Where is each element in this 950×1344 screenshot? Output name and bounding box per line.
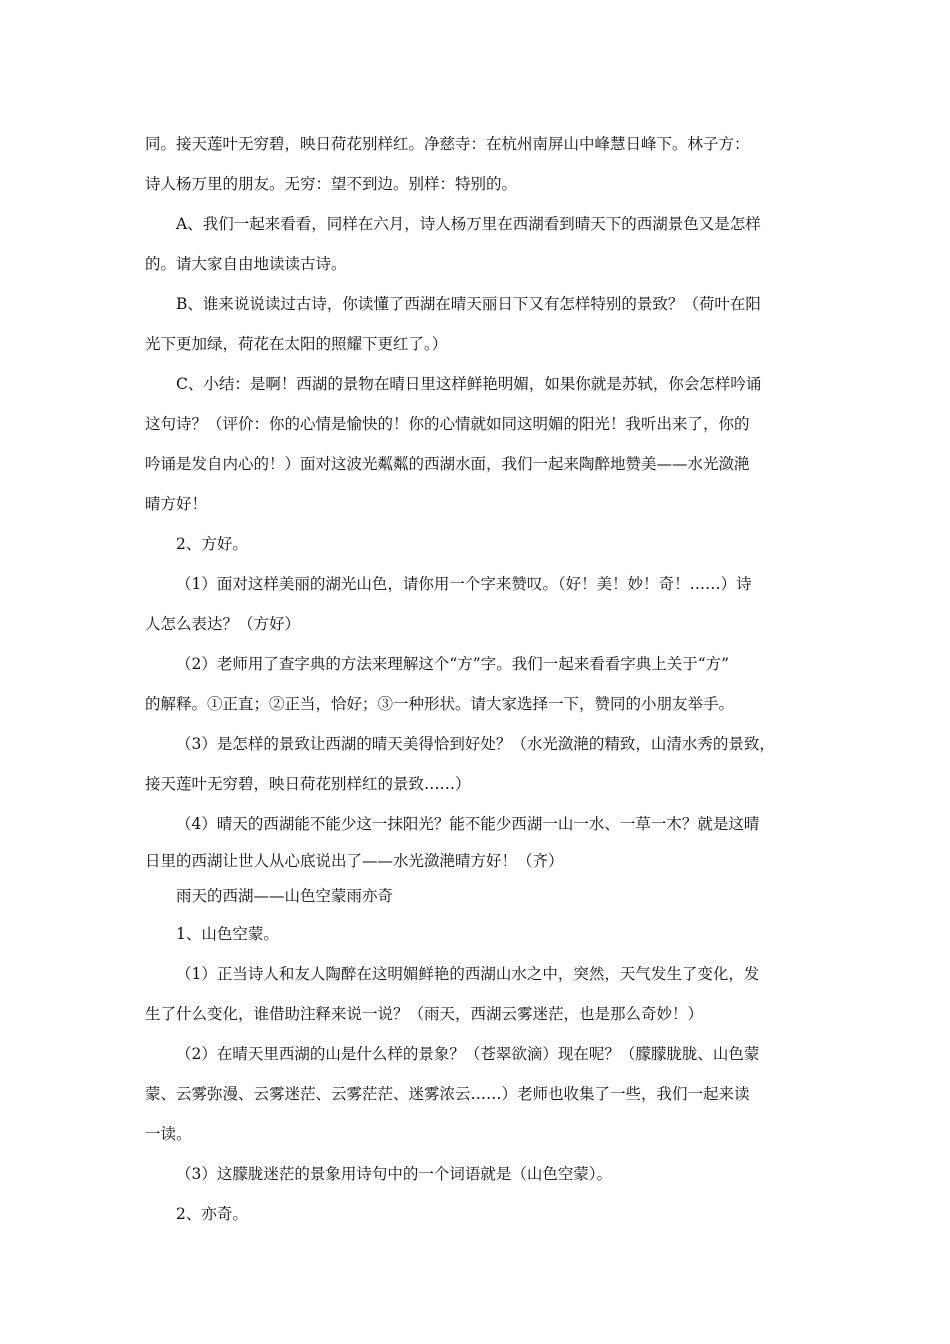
text-line: 吟诵是发自内心的！）面对这波光粼粼的西湖水面，我们一起来陶醉地赞美——水光潋滟 (145, 455, 750, 473)
text-line: 光下更加绿，荷花在太阳的照耀下更红了。） (145, 335, 448, 353)
section-heading-yiqi: 2、亦奇。 (176, 1205, 248, 1223)
item-1-line: （1）面对这样美丽的湖光山色，请你用一个字来赞叹。（好！美！妙！奇！……）诗 (176, 575, 752, 593)
text-line: 的解释。①正直；②正当，恰好；③一种形状。请大家选择一下，赞同的小朋友举手。 (145, 695, 735, 713)
text-line: 这句诗？（评价：你的心情是愉快的！你的心情就如同这明媚的阳光！我听出来了，你的 (145, 415, 750, 433)
paragraph-c-line: C、小结：是啊！西湖的景物在晴日里这样鲜艳明媚，如果你就是苏轼，你会怎样吟诵 (176, 375, 762, 393)
section-heading-shanse: 1、山色空蒙。 (176, 925, 279, 943)
document-body (145, 124, 811, 1234)
item-4-line: （4）晴天的西湖能不能少这一抹阳光？能不能少西湖一山一水、一草一木？就是这晴 (176, 815, 760, 833)
text-line: 的。请大家自由地读读古诗。 (145, 255, 347, 273)
section-heading-fanghao: 2、方好。 (176, 535, 248, 553)
paragraph-a-line: A、我们一起来看看，同样在六月，诗人杨万里在西湖看到晴天下的西湖景色又是怎样 (176, 215, 761, 233)
item-2-line: （2）在晴天里西湖的山是什么样的景象？（苍翠欲滴）现在呢？（朦朦胧胧、山色蒙 (176, 1045, 760, 1063)
section-heading-rainy: 雨天的西湖——山色空蒙雨亦奇 (176, 887, 394, 905)
text-line: 一读。 (145, 1125, 192, 1143)
text-line: 人怎么表达？（方好） (145, 615, 301, 633)
text-line: 接天莲叶无穷碧，映日荷花别样红的景致……） (145, 775, 471, 793)
text-line: 诗人杨万里的朋友。无穷：望不到边。别样：特别的。 (145, 175, 518, 193)
text-line: 生了什么变化，谁借助注释来说一说？（雨天，西湖云雾迷茫，也是那么奇妙！） (145, 1005, 704, 1023)
item-3-line: （3）是怎样的景致让西湖的晴天美得恰到好处？（水光潋滟的精致，山清水秀的景致， (176, 735, 775, 753)
text-line: 日里的西湖让世人从心底说出了——水光潋滟晴方好！（齐） (145, 852, 564, 870)
item-3-line: （3）这朦胧迷茫的景象用诗句中的一个词语就是（山色空蒙）。 (176, 1165, 613, 1183)
text-line: 蒙、云雾弥漫、云雾迷茫、云雾茫茫、迷雾浓云……）老师也收集了一些，我们一起来读 (145, 1085, 750, 1103)
text-line: 同。接天莲叶无穷碧，映日荷花别样红。净慈寺：在杭州南屏山中峰慧日峰下。林子方： (145, 135, 750, 153)
item-1-line: （1）正当诗人和友人陶醉在这明媚鲜艳的西湖山水之中，突然，天气发生了变化，发 (176, 965, 760, 983)
paragraph-b-line: B、谁来说说读过古诗，你读懂了西湖在晴天丽日下又有怎样特别的景致？（荷叶在阳 (176, 295, 761, 313)
text-line: 晴方好！ (145, 495, 208, 513)
item-2-line: （2）老师用了查字典的方法来理解这个“方”字。我们一起来看看字典上关于“方” (176, 655, 730, 673)
